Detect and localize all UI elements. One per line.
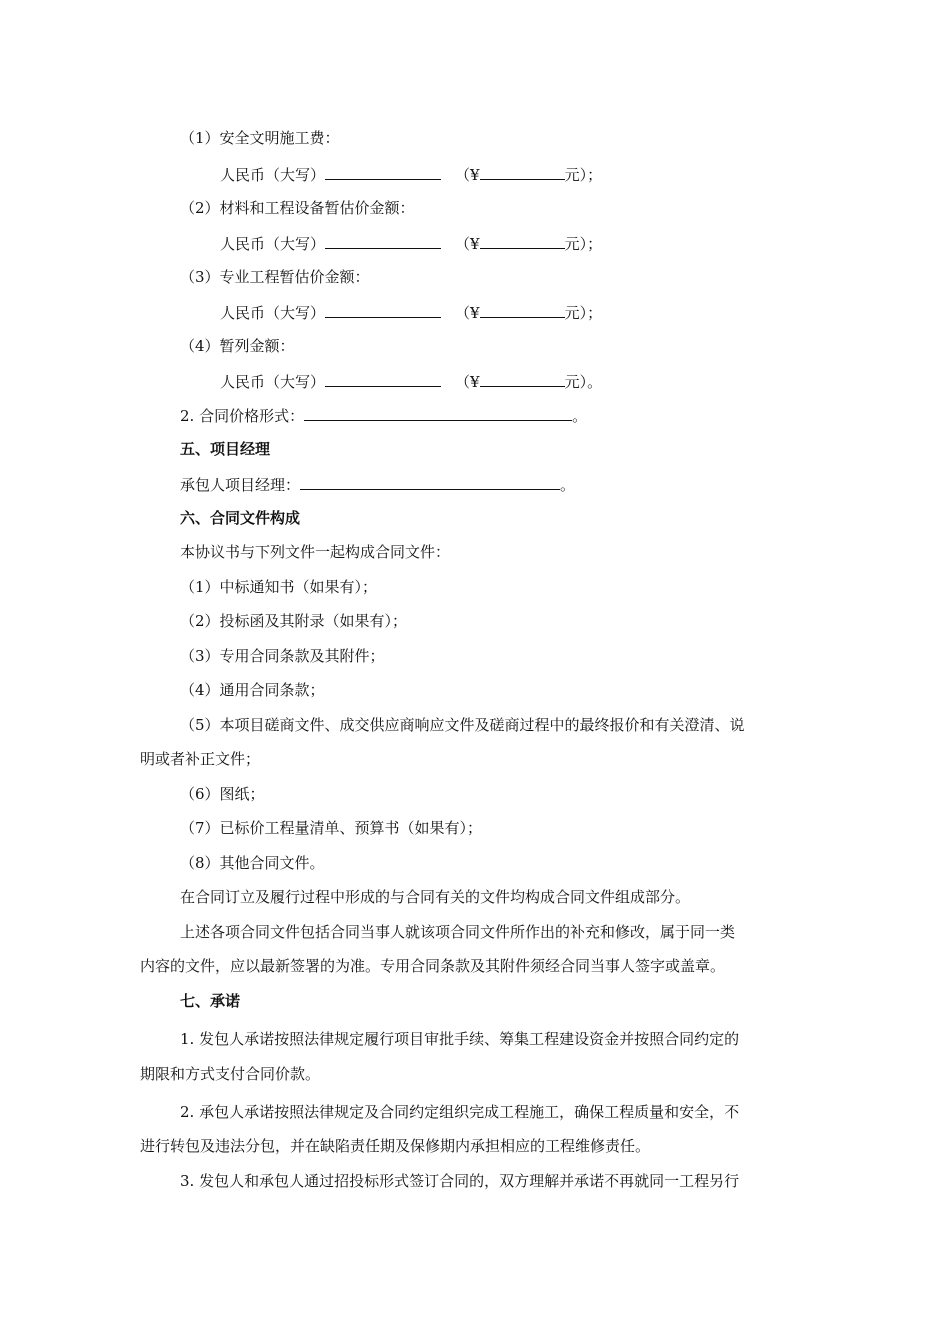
yuan-prefix: （¥	[455, 304, 480, 322]
promise-2-line1: 2. 承包人承诺按照法律规定及合同约定组织完成工程施工，确保工程质量和安全，不	[180, 1103, 740, 1121]
section6-heading: 六、合同文件构成	[180, 509, 301, 527]
contract-doc-item: （1）中标通知书（如果有）；	[180, 578, 378, 596]
rmb-uppercase-blank[interactable]	[325, 232, 441, 249]
section6-intro: 本协议书与下列文件一起构成合同文件：	[180, 543, 451, 561]
rmb-label: 人民币（大写）	[220, 235, 326, 253]
promise-3-line1: 3. 发包人和承包人通过招投标形式签订合同的，双方理解并承诺不再就同一工程另行	[180, 1172, 740, 1190]
section5-heading: 五、项目经理	[180, 440, 271, 458]
yuan-prefix: （¥	[455, 166, 480, 184]
contract-doc-item-continued: 明或者补正文件；	[140, 750, 261, 768]
price-item-3-amount-row	[220, 301, 602, 323]
yuan-suffix: 元）；	[564, 235, 603, 253]
price-item-1-amount-row	[220, 163, 602, 185]
yuan-suffix: 元）；	[564, 166, 603, 184]
contract-doc-item: （3）专用合同条款及其附件；	[180, 647, 385, 665]
rmb-label: 人民币（大写）	[220, 304, 326, 322]
yuan-amount-blank[interactable]	[480, 232, 565, 249]
contract-doc-item: （5）本项目磋商文件、成交供应商响应文件及磋商过程中的最终报价和有关澄清、说	[180, 716, 745, 734]
yuan-prefix: （¥	[455, 373, 480, 391]
section7-heading: 七、承诺	[180, 992, 241, 1010]
promise-1-line2: 期限和方式支付合同价款。	[140, 1065, 321, 1083]
price-item-1-label: （1）安全文明施工费：	[180, 129, 340, 147]
promise-1-line1: 1. 发包人承诺按照法律规定履行项目审批手续、筹集工程建设资金并按照合同约定的	[180, 1030, 740, 1048]
promise-2-line2: 进行转包及违法分包，并在缺陷责任期及保修期内承担相应的工程维修责任。	[140, 1137, 651, 1155]
contract-doc-item: （6）图纸；	[180, 785, 265, 803]
yuan-suffix: 元）。	[564, 373, 603, 391]
contract-doc-item: （2）投标函及其附录（如果有）；	[180, 612, 408, 630]
price-item-4-amount-row	[220, 370, 602, 392]
price-form-blank[interactable]	[304, 404, 572, 421]
price-form-end: 。	[572, 407, 588, 425]
price-form-row	[180, 404, 587, 426]
section6-para2-line1: 上述各项合同文件包括合同当事人就该项合同文件所作出的补充和修改，属于同一类	[180, 923, 736, 941]
contract-doc-item: （7）已标价工程量清单、预算书（如果有）；	[180, 819, 483, 837]
pm-name-blank[interactable]	[300, 473, 560, 490]
price-item-3-label: （3）专业工程暂估价金额：	[180, 268, 370, 286]
price-form-label: 2. 合同价格形式：	[180, 407, 305, 425]
rmb-label: 人民币（大写）	[220, 373, 326, 391]
section6-para2-line2: 内容的文件，应以最新签署的为准。专用合同条款及其附件须经合同当事人签字或盖章。	[140, 957, 726, 975]
price-item-4-label: （4）暂列金额：	[180, 337, 295, 355]
yuan-amount-blank[interactable]	[480, 163, 565, 180]
pm-label: 承包人项目经理：	[180, 476, 301, 494]
contract-doc-item: （8）其他合同文件。	[180, 854, 325, 872]
rmb-label: 人民币（大写）	[220, 166, 326, 184]
contract-doc-item: （4）通用合同条款；	[180, 681, 325, 699]
yuan-suffix: 元）；	[564, 304, 603, 322]
rmb-uppercase-blank[interactable]	[325, 163, 441, 180]
rmb-uppercase-blank[interactable]	[325, 370, 441, 387]
section6-para1: 在合同订立及履行过程中形成的与合同有关的文件均构成合同文件组成部分。	[180, 888, 691, 906]
yuan-amount-blank[interactable]	[480, 370, 565, 387]
price-item-2-amount-row	[220, 232, 602, 254]
price-item-2-label: （2）材料和工程设备暂估价金额：	[180, 199, 415, 217]
pm-end: 。	[560, 476, 576, 494]
yuan-amount-blank[interactable]	[480, 301, 565, 318]
rmb-uppercase-blank[interactable]	[325, 301, 441, 318]
project-manager-row	[180, 473, 575, 495]
yuan-prefix: （¥	[455, 235, 480, 253]
